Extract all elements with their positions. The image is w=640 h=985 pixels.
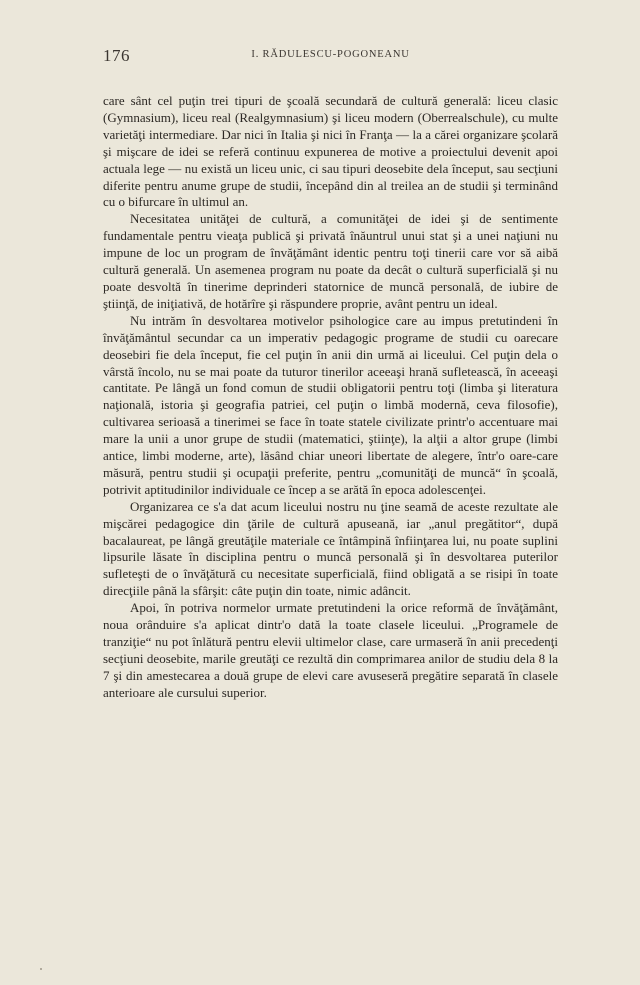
paragraph-5: Apoi, în potriva normelor urmate pretutindeni la orice reformă de învăţământ, noua orânduire s'a aplicat dintr'o dată la toate clasele liceului. „Programele de tranziţie“ nu pot înlătură pentru elevii ultimelor clase, care urmaseră în anii precedenţi secţiuni deosebite, marile greutăţi ce rezultă din comprimarea anilor de studiu dela 8 la 7 şi din amestecarea a două grupe de elevi care avuseseră pregătire separată în clasele anterioare ale cursului superior. bbox=[103, 600, 558, 700]
paragraph-1: care sânt cel puţin trei tipuri de şcoală secundară de cultură generală: liceu clasic (Gymnasium), liceu real (Realgymnasium) şi liceu modern (Oberrealschule), cu multe varietăţi intermediare. Dar nici în Italia şi nici în Franţa — la a cărei organizare şcolară şi mişcare de idei se referă continuu expunerea de motive a proiectului devenit apoi actuala lege — nu există un liceu unic, ci sau tipuri deosebite dela început, sau secţiuni diferite pentru anume grupe de studii, începând din al treilea an de studii şi terminând cu o bifurcare în ultimul an. bbox=[103, 93, 558, 210]
page-header bbox=[103, 46, 558, 68]
paper-speck bbox=[40, 968, 42, 970]
page-number: 176 bbox=[103, 46, 130, 65]
paragraph-2: Necesitatea unităţei de cultură, a comunităţei de idei şi de sentimente fundamentale pentru vieaţa publică şi privată înăuntrul unui stat şi a unei naţiuni nu impune de loc un program de învăţământ identic pentru toţi tinerii care vor să aibă cultură generală. Un asemenea program nu poate da decât o cultură superficială şi nu poate desvoltă în tinerime deprinderi statornice de muncă personală, de iubire de ştiinţă, de iniţiativă, de hotărîre şi răspundere proprie, avânt pentru un ideal. bbox=[103, 211, 558, 311]
running-head: I. RĂDULESCU-POGONEANU bbox=[251, 49, 410, 60]
body-text bbox=[103, 93, 558, 702]
paragraph-4: Organizarea ce s'a dat acum liceului nostru nu ţine seamă de aceste rezultate ale mişcărei pedagogice din ţările de cultură apuseană, iar „anul pregătitor“, după bacalaureat, pe lângă greutăţile materiale ce întâmpină înfiinţarea lui, nu poate suplini lipsurile lăsate în disciplina pentru o muncă personală şi în desvoltarea puterilor sufleteşti de o învăţătură cu necesitate superficială, fiind obligată a se risipi în toate direcţiile până la sfârşit: câte puţin din toate, nimic adâncit. bbox=[103, 498, 558, 599]
paragraph-3: Nu intrăm în desvoltarea motivelor psihologice care au impus pretutindeni în învăţământul secundar ca un imperativ pedagogic programe de studii cu oarecare deosebiri fie dela început, fie cel puţin în anii din urmă ai liceului. Cel puţin dela o vârstă încolo, nu se mai poate da tuturor tinerilor aceeaşi hrană sufletească, în aceeaşi cantitate. Pe lângă un fond comun de studii obligatorii pentru toţi (limba şi literatura naţională, istoria şi geografia patriei, cel puţin o limbă modernă, ceva filosofie), cultivarea serioasă a tinerimei se face în toate statele civilizate printr'o accentuare mai mare la unii a unor grupe de studii (matematici, ştiinţe), la alţii a altor grupe (limbi antice, limbi moderne, arte), lăsând chiar uneori libertate de alegere, într'o oare-care măsură, pentru studii şi ocupaţii preferite, pentru „comunităţi de muncă“ în şcoală, potrivit aptitudinilor individuale ce încep a se arătă în epoca adolescenţei. bbox=[103, 312, 558, 497]
